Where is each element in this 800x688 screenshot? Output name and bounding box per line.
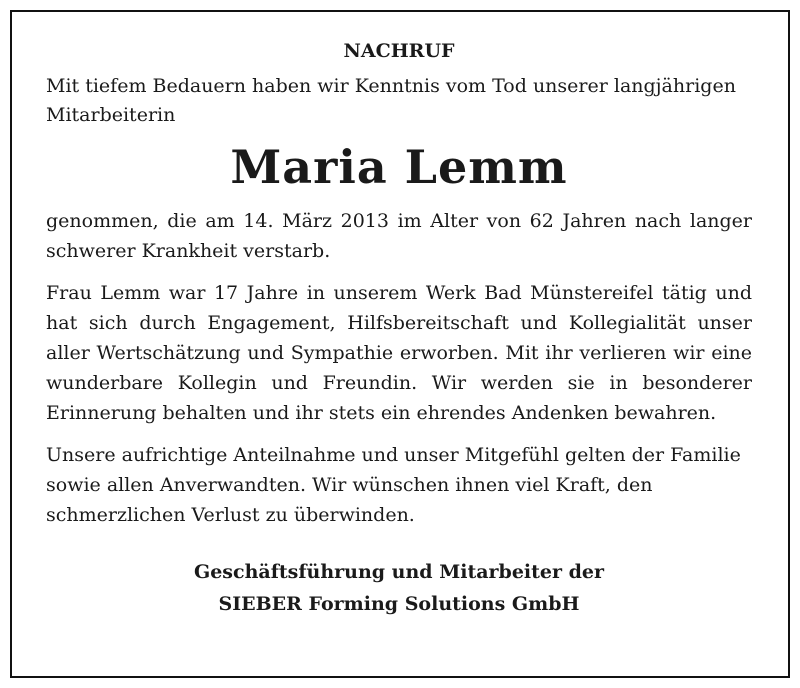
signature-line-1: Geschäftsführung und Mitarbeiter der (193, 561, 605, 583)
paragraph-1: genommen, die am 14. März 2013 im Alter von 62 Jahren nach langer schwerer Krankheit verstarb. (46, 210, 752, 262)
paragraph-2: Frau Lemm war 17 Jahre in unserem Werk Bad Münstereifel tätig und hat sich durch Engagement, Hilfsbereitschaft und Kollegialität unser aller Wertschätzung und Sympathie erworben. Mit ihr verlieren wir eine wunderbare Kollegin und Freundin. Wir werden sie in besonderer Erinnerung behalten und ihr stets ein ehrendes Andenken bewahren. (46, 282, 752, 424)
intro-text: Mit tiefem Bedauern haben wir Kenntnis vom Tod unserer langjährigen Mitarbeiterin (46, 75, 736, 126)
obituary-notice (46, 40, 752, 620)
deceased-name: Maria Lemm (230, 140, 568, 194)
notice-heading: NACHRUF (343, 40, 455, 62)
signature-block (46, 556, 752, 620)
signature-line-2: SIEBER Forming Solutions GmbH (218, 593, 580, 615)
paragraph-3: Unsere aufrichtige Anteilnahme und unser Mitgefühl gelten der Familie sowie allen Anverwandten. Wir wünschen ihnen viel Kraft, den schmerzlichen Verlust zu überwinden. (46, 444, 741, 526)
